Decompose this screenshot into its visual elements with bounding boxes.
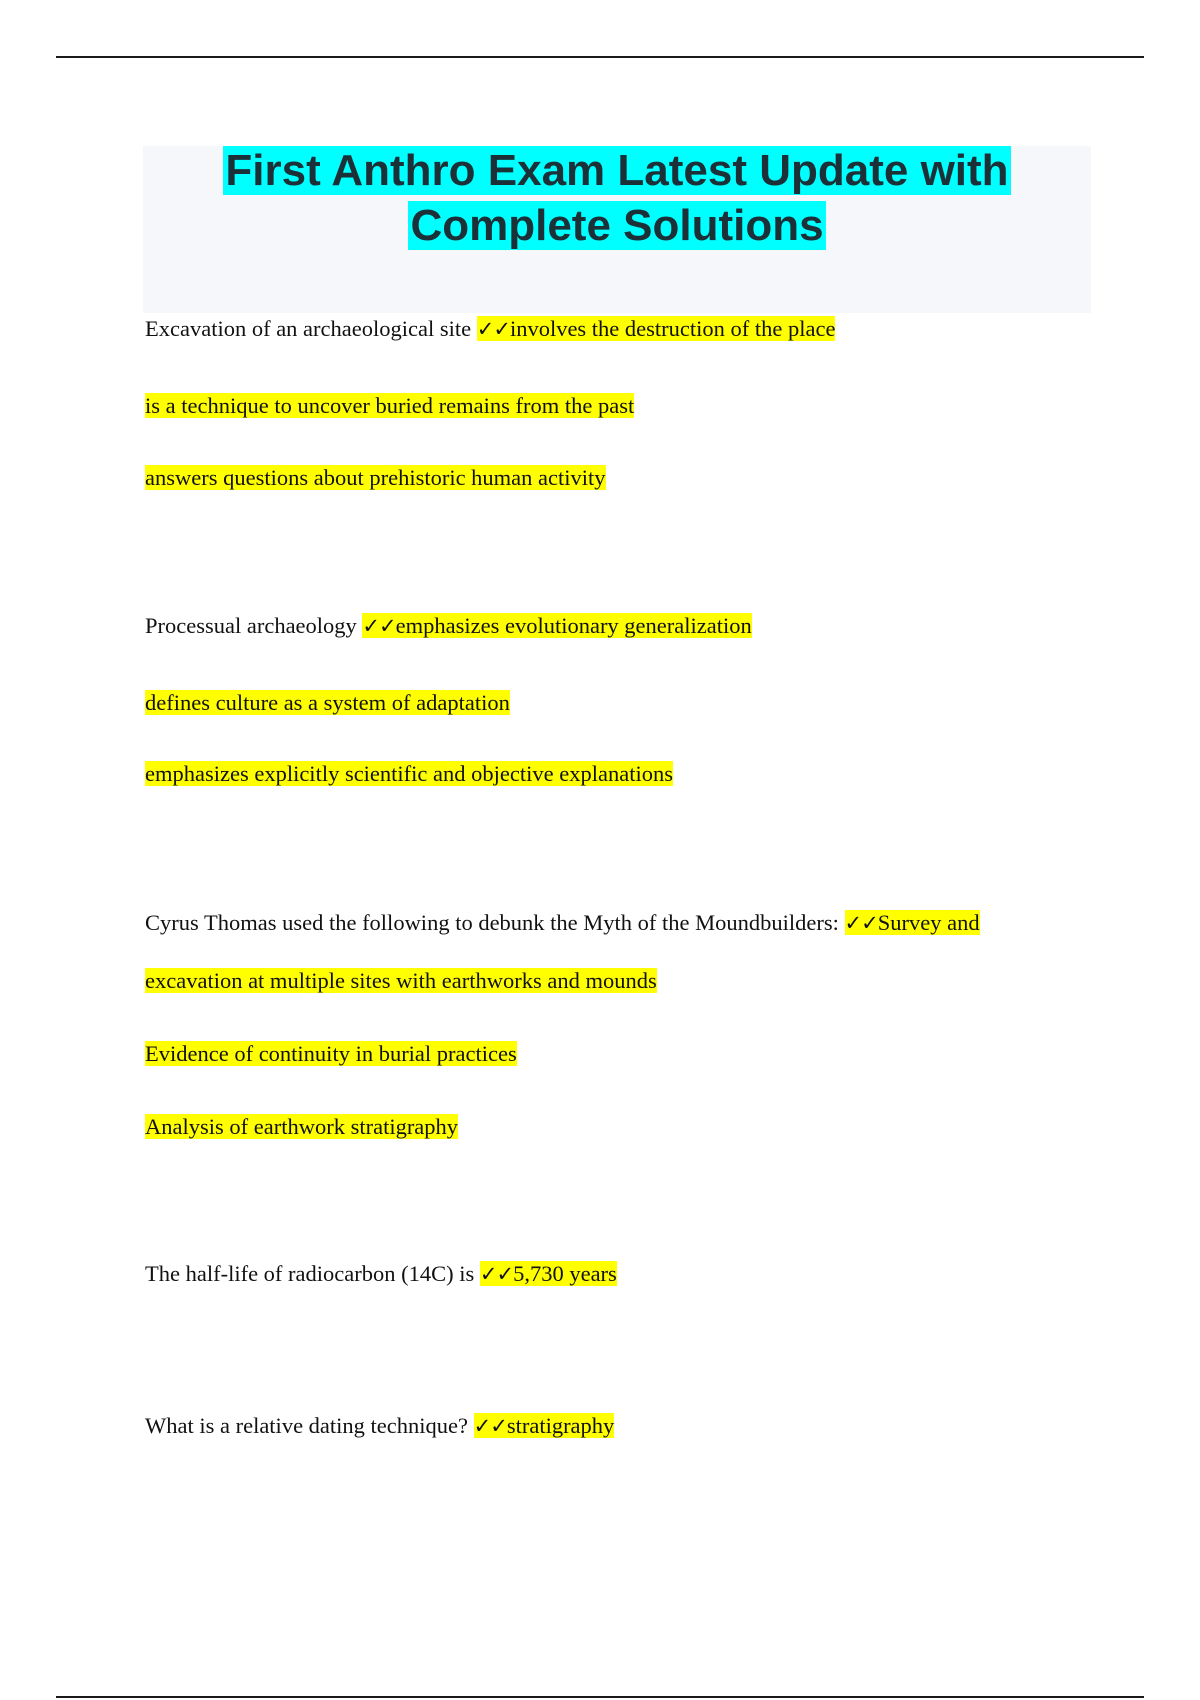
answer-3-line-3: Evidence of continuity in burial practices: [145, 1041, 517, 1066]
answer-5-line-1: stratigraphy: [506, 1413, 615, 1438]
answer-2-line-3: emphasizes explicitly scientific and objective explanations: [145, 761, 673, 786]
question-5-text: What is a relative dating technique?: [145, 1413, 474, 1438]
question-2: [145, 611, 752, 641]
question-3-text: Cyrus Thomas used the following to debunk the Myth of the Moundbuilders:: [145, 910, 845, 935]
check-mark-icon: ✓✓: [473, 1414, 507, 1438]
answer-2-highlight: [362, 613, 751, 638]
question-4: [145, 1259, 617, 1289]
question-3: [145, 908, 980, 938]
question-5: [145, 1411, 614, 1441]
title-line-1: First Anthro Exam Latest Update with: [225, 146, 1009, 195]
top-rule: [56, 56, 1144, 58]
answer-4-highlight: [480, 1261, 617, 1286]
answer-1-line-1: involves the destruction of the place: [509, 316, 836, 341]
answer-2-line-1: emphasizes evolutionary generalization: [395, 613, 752, 638]
answer-1-line-2: is a technique to uncover buried remains from the past: [145, 393, 635, 418]
answer-3-line-4: Analysis of earthwork stratigraphy: [145, 1114, 459, 1139]
question-4-text: The half-life of radiocarbon (14C) is: [145, 1261, 480, 1286]
check-mark-icon: ✓✓: [476, 317, 510, 341]
answer-3-highlight: [845, 910, 980, 935]
check-mark-icon: ✓✓: [479, 1262, 514, 1286]
answer-1-highlight: [477, 316, 836, 341]
answer-2-line-2: defines culture as a system of adaptation: [145, 690, 510, 715]
check-mark-icon: ✓✓: [362, 614, 396, 638]
document-title: [143, 143, 1091, 253]
answer-3-line-1: Survey and: [877, 910, 980, 935]
answer-3-line-2: excavation at multiple sites with earthworks and mounds: [145, 968, 657, 993]
answer-5-highlight: [474, 1413, 615, 1438]
bottom-rule: [56, 1696, 1144, 1698]
answer-1-line-3: answers questions about prehistoric human activity: [145, 465, 606, 490]
question-2-text: Processual archaeology: [145, 613, 363, 638]
answer-4-line-1: 5,730 years: [513, 1261, 617, 1286]
question-1-text: Excavation of an archaeological site: [145, 316, 477, 341]
question-1: [145, 314, 835, 344]
title-line-2: Complete Solutions: [410, 201, 824, 250]
check-mark-icon: ✓✓: [844, 911, 878, 935]
